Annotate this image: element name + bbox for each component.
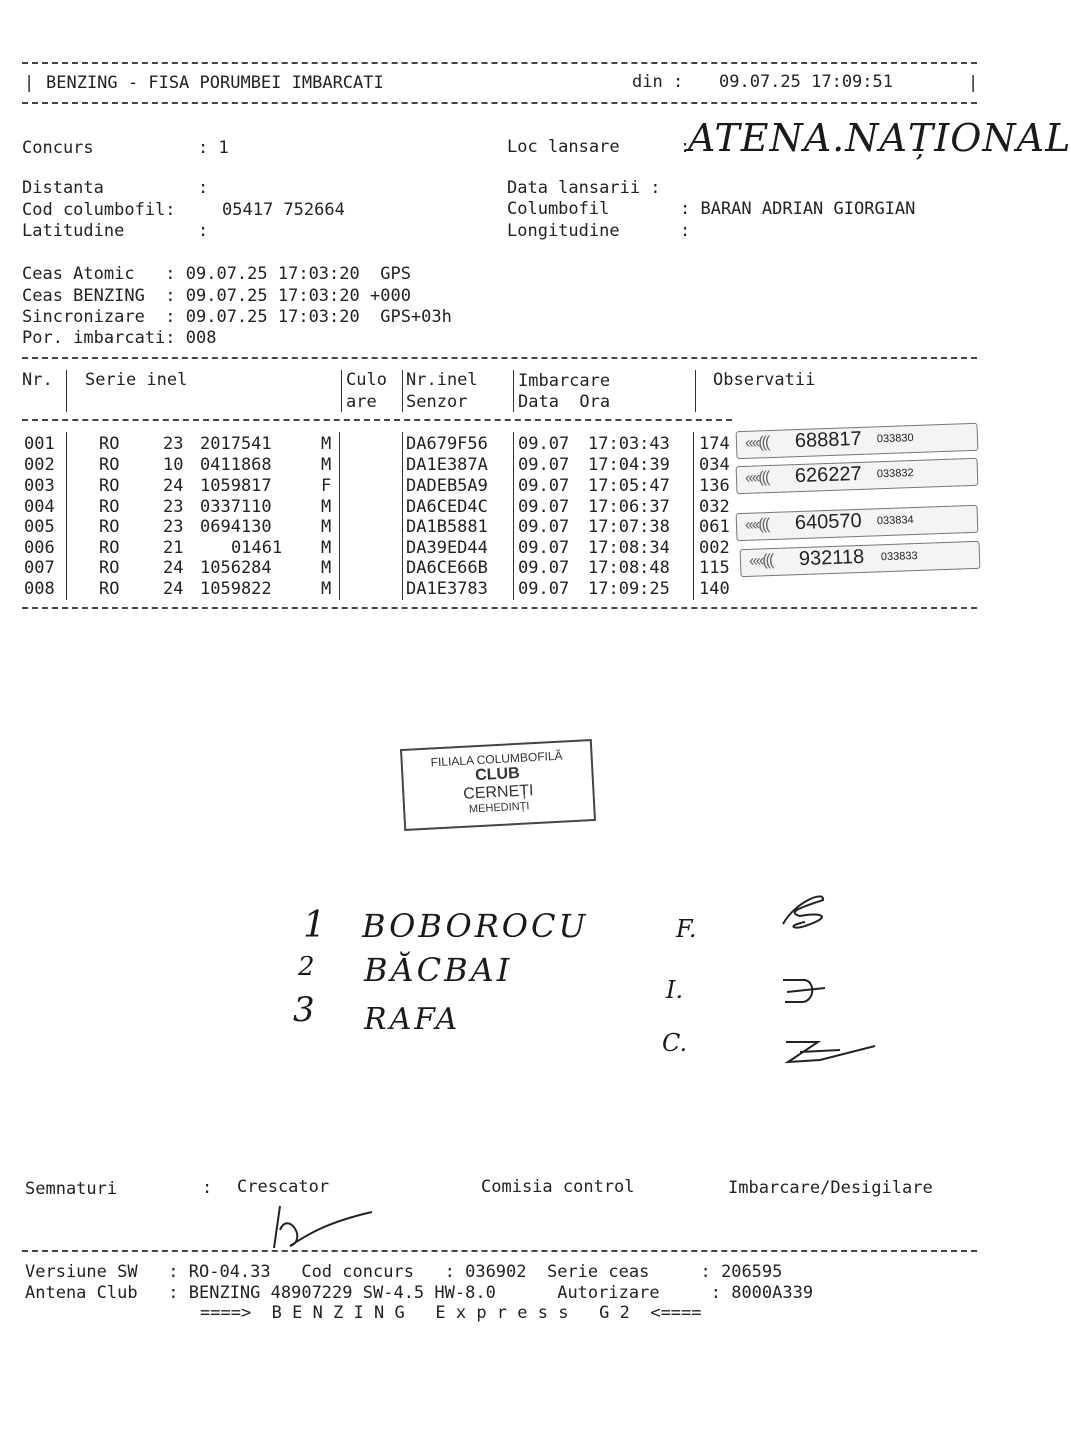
- cell-sex: M: [321, 538, 332, 558]
- cell-tara: RO: [99, 517, 120, 537]
- stamp-line: MEHEDINȚI: [468, 800, 530, 816]
- header-separator: [513, 370, 514, 412]
- cell-sex: M: [321, 455, 332, 475]
- stamp-line: FILIALA COLUMBOFILĂ: [430, 748, 563, 770]
- header-separator: [402, 370, 403, 412]
- header-pipe-left: |: [24, 73, 35, 93]
- cell-nr: 008: [24, 579, 55, 599]
- cell-obs: 174: [699, 434, 730, 454]
- semnaturi-label: Semnaturi: [25, 1179, 118, 1199]
- tag-number: 688817: [794, 427, 863, 453]
- cell-ora: 17:03:43: [588, 434, 670, 454]
- concurs-label: Concurs: [22, 138, 94, 158]
- cell-data: 09.07: [518, 538, 570, 558]
- cell-an: 21: [163, 538, 184, 558]
- sincronizare: Sincronizare : 09.07.25 17:03:20 GPS+03h: [22, 307, 452, 327]
- cell-an: 23: [163, 517, 184, 537]
- hand-num: 3: [293, 990, 315, 1030]
- col-header-culoare-2: are: [346, 392, 377, 412]
- hand-name: RAFA: [364, 1002, 461, 1037]
- table-bottom-rule: [22, 607, 977, 609]
- hand-num: 2: [298, 952, 315, 982]
- cell-an: 23: [163, 497, 184, 517]
- data-lansarii-label: Data lansarii :: [507, 178, 661, 198]
- cell-ora: 17:08:34: [588, 538, 670, 558]
- tag-hatch: ‹‹‹‹(((: [744, 434, 769, 452]
- cell-senzor: DA6CE66B: [406, 558, 488, 578]
- seal-tag: [736, 505, 979, 541]
- cell-nr: 003: [24, 476, 55, 496]
- cell-inel: 1059817: [200, 476, 272, 496]
- footer-top-rule: [22, 1250, 977, 1252]
- row-separator: [339, 432, 340, 600]
- cell-inel: 1059822: [200, 579, 272, 599]
- cell-senzor: DADEB5A9: [406, 476, 488, 496]
- cell-sex: M: [321, 579, 332, 599]
- cell-obs: 002: [699, 538, 730, 558]
- concurs-value: : 1: [198, 138, 229, 158]
- cell-senzor: DA1B5881: [406, 517, 488, 537]
- row-separator: [513, 432, 514, 600]
- table-top-rule: [22, 357, 977, 359]
- cell-senzor: DA1E3783: [406, 579, 488, 599]
- cell-inel: 0411868: [200, 455, 272, 475]
- cell-an: 24: [163, 558, 184, 578]
- hand-mark: C.: [662, 1029, 688, 1057]
- header-pipe-right: |: [968, 73, 979, 93]
- cell-ora: 17:08:48: [588, 558, 670, 578]
- tag-hatch: ‹‹‹‹(((: [748, 552, 773, 570]
- club-stamp: [400, 739, 596, 831]
- latitudine-label: Latitudine: [22, 221, 125, 241]
- cell-ora: 17:09:25: [588, 579, 670, 599]
- seal-tag: [736, 458, 979, 494]
- loc-lansare-colon: :: [680, 137, 691, 157]
- columbofil-value: : BARAN ADRIAN GIORGIAN: [680, 199, 916, 219]
- cell-tara: RO: [99, 497, 120, 517]
- footer-line-1: Versiune SW : RO-04.33 Cod concurs : 036902 Serie ceas : 206595: [25, 1262, 783, 1282]
- row-separator: [693, 432, 694, 600]
- header-separator: [695, 370, 696, 412]
- por-imbarcati: Por. imbarcati: 008: [22, 328, 217, 348]
- col-header-nr: Nr.: [22, 370, 53, 390]
- cell-data: 09.07: [518, 434, 570, 454]
- hand-signature-1: [765, 882, 845, 942]
- cell-obs: 115: [699, 558, 730, 578]
- cell-inel: 1056284: [200, 558, 272, 578]
- cell-obs: 136: [699, 476, 730, 496]
- col-header-nrinel-1: Nr.inel: [406, 370, 478, 390]
- tag-number: 640570: [794, 509, 863, 535]
- cell-sex: M: [321, 558, 332, 578]
- header-separator: [66, 370, 67, 412]
- cell-inel: 0694130: [200, 517, 272, 537]
- hand-mark: I.: [666, 976, 684, 1004]
- cell-inel: 01461: [231, 538, 283, 558]
- hand-mark: F.: [676, 915, 697, 943]
- col-header-culoare-1: Culo: [346, 370, 387, 390]
- tag-code: 033830: [876, 432, 914, 446]
- tag-code: 033834: [876, 514, 914, 528]
- cod-columbofil-value: 05417 752664: [222, 200, 345, 220]
- seal-tag: [740, 541, 981, 577]
- comisia-label: Comisia control: [481, 1177, 635, 1197]
- col-header-serie: Serie inel: [85, 370, 188, 390]
- distanta-label: Distanta: [22, 178, 104, 198]
- cell-senzor: DA6CED4C: [406, 497, 488, 517]
- cell-data: 09.07: [518, 558, 570, 578]
- tag-hatch: ‹‹‹‹(((: [744, 516, 769, 534]
- din-label: din :: [632, 72, 684, 92]
- row-separator: [66, 432, 67, 600]
- cell-ora: 17:05:47: [588, 476, 670, 496]
- cell-nr: 002: [24, 455, 55, 475]
- tag-number: 626227: [794, 462, 863, 488]
- cell-nr: 001: [24, 434, 55, 454]
- semnaturi-colon: :: [202, 1178, 213, 1198]
- cell-tara: RO: [99, 455, 120, 475]
- cell-obs: 032: [699, 497, 730, 517]
- cell-tara: RO: [99, 434, 120, 454]
- cell-an: 10: [163, 455, 184, 475]
- header-top-rule: [22, 62, 977, 64]
- cell-data: 09.07: [518, 579, 570, 599]
- col-header-imbarcare-1: Imbarcare: [518, 371, 611, 391]
- cell-tara: RO: [99, 476, 120, 496]
- stamp-line: CERNEȚI: [462, 782, 534, 803]
- cell-sex: M: [321, 497, 332, 517]
- cell-inel: 2017541: [200, 434, 272, 454]
- cell-tara: RO: [99, 579, 120, 599]
- footer-line-2: Antena Club : BENZING 48907229 SW-4.5 HW-8.0 Autorizare : 8000A339: [25, 1283, 814, 1303]
- cell-nr: 004: [24, 497, 55, 517]
- header-separator: [341, 370, 342, 412]
- cell-nr: 007: [24, 558, 55, 578]
- hand-name: BĂCBAI: [364, 951, 513, 989]
- cell-an: 24: [163, 579, 184, 599]
- columbofil-label: Columbofil: [507, 199, 610, 219]
- cod-columbofil-label: Cod columbofil:: [22, 200, 176, 220]
- cell-nr: 005: [24, 517, 55, 537]
- loc-lansare-handwritten: ATENA.NAȚIONAL: [688, 116, 1071, 160]
- ceas-atomic: Ceas Atomic : 09.07.25 17:03:20 GPS: [22, 264, 411, 284]
- tag-number: 932118: [798, 545, 865, 571]
- hand-signature-3: [780, 1030, 880, 1070]
- imbarcare-label: Imbarcare/Desigilare: [728, 1178, 933, 1198]
- ceas-benzing: Ceas BENZING : 09.07.25 17:03:20 +000: [22, 286, 411, 306]
- crescator-label: Crescator: [237, 1177, 330, 1197]
- cell-data: 09.07: [518, 476, 570, 496]
- cell-tara: RO: [99, 538, 120, 558]
- cell-senzor: DA679F56: [406, 434, 488, 454]
- cell-nr: 006: [24, 538, 55, 558]
- cell-sex: M: [321, 434, 332, 454]
- hand-signature-2: [775, 970, 835, 1010]
- din-timestamp: 09.07.25 17:09:51: [719, 72, 893, 92]
- cell-ora: 17:07:38: [588, 517, 670, 537]
- header-bottom-rule: [22, 102, 977, 104]
- cell-obs: 034: [699, 455, 730, 475]
- cell-ora: 17:04:39: [588, 455, 670, 475]
- cell-data: 09.07: [518, 455, 570, 475]
- cell-an: 24: [163, 476, 184, 496]
- hand-num: 1: [303, 905, 326, 946]
- cell-data: 09.07: [518, 517, 570, 537]
- col-header-observatii: Observatii: [713, 370, 816, 390]
- cell-an: 23: [163, 434, 184, 454]
- row-separator: [402, 432, 403, 600]
- col-header-imbarcare-2: Data Ora: [518, 392, 611, 412]
- latitudine-value: :: [198, 221, 209, 241]
- cell-sex: F: [321, 476, 332, 496]
- cell-obs: 061: [699, 517, 730, 537]
- cell-inel: 0337110: [200, 497, 272, 517]
- longitudine-value: :: [680, 221, 691, 241]
- cell-ora: 17:06:37: [588, 497, 670, 517]
- col-header-nrinel-2: Senzor: [406, 392, 468, 412]
- cell-senzor: DA39ED44: [406, 538, 488, 558]
- hand-name: BOBOROCU: [362, 907, 589, 945]
- longitudine-label: Longitudine: [507, 221, 620, 241]
- crescator-signature: [268, 1200, 378, 1254]
- distanta-value: :: [198, 178, 209, 198]
- tag-code: 033832: [876, 467, 914, 481]
- tag-hatch: ‹‹‹‹(((: [744, 469, 769, 487]
- loc-lansare-label: Loc lansare: [507, 137, 620, 157]
- tag-code: 033833: [880, 549, 918, 564]
- cell-sex: M: [321, 517, 332, 537]
- seal-tag: [736, 423, 979, 459]
- table-header-rule: [22, 419, 732, 421]
- cell-tara: RO: [99, 558, 120, 578]
- cell-obs: 140: [699, 579, 730, 599]
- footer-line-3: ====> B E N Z I N G E x p r e s s G 2 <====: [200, 1303, 702, 1323]
- page-title: BENZING - FISA PORUMBEI IMBARCATI: [46, 73, 384, 93]
- stamp-line: CLUB: [474, 764, 521, 785]
- cell-data: 09.07: [518, 497, 570, 517]
- cell-senzor: DA1E387A: [406, 455, 488, 475]
